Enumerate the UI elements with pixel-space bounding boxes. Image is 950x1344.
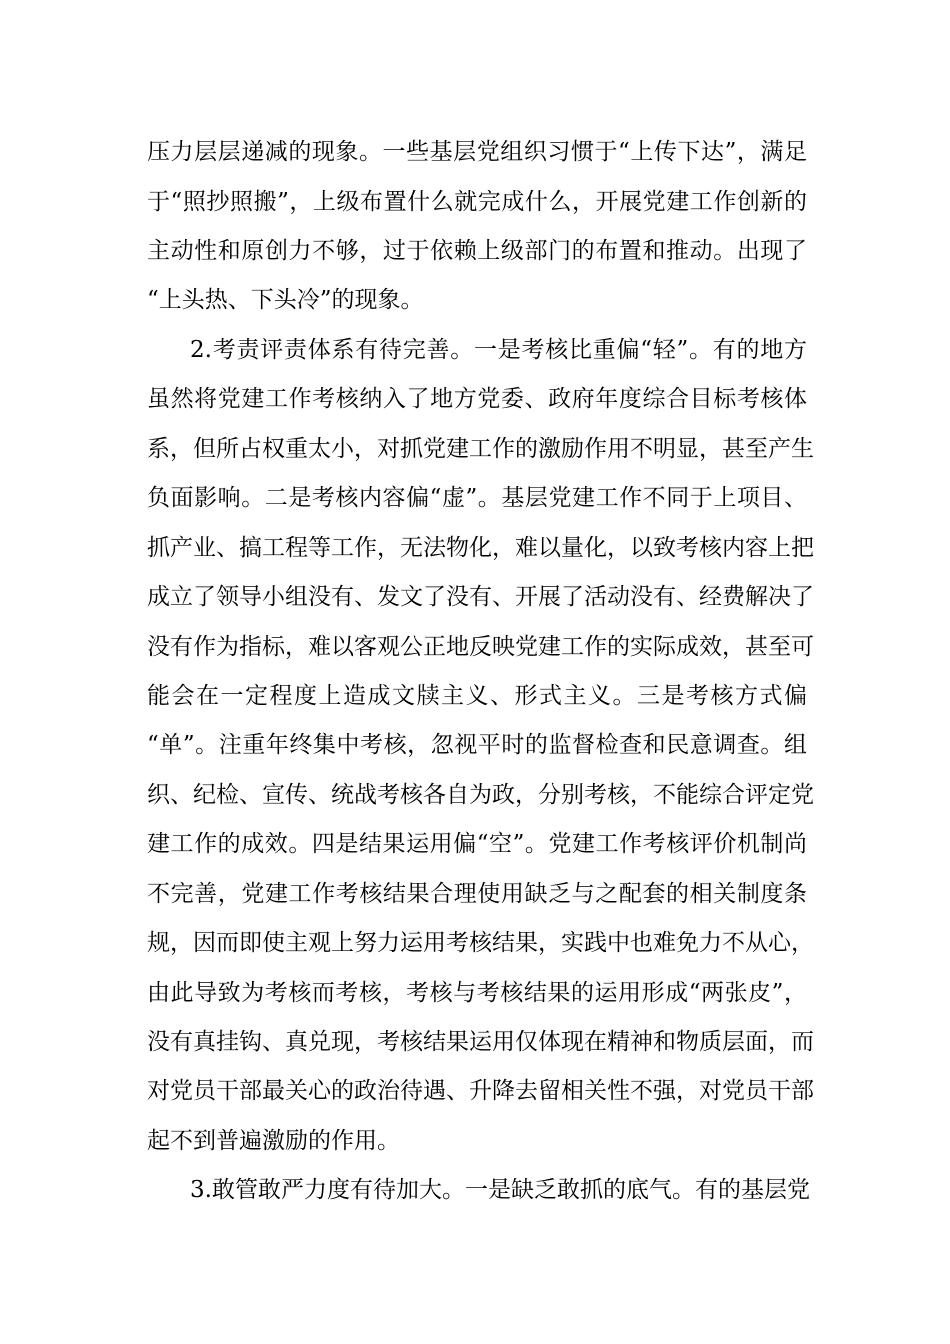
- text-line: 由此导致为考核而考核，考核与考核结果的运用形成“两张皮”，: [147, 980, 807, 1006]
- text-line: 建工作的成效。四是结果运用偏“空”。党建工作考核评价机制尚: [147, 831, 807, 857]
- text-line: 成立了领导小组没有、发文了没有、开展了活动没有、经费解决了: [147, 584, 814, 610]
- text-line: 抓产业、搞工程等工作，无法物化，难以量化，以致考核内容上把: [147, 535, 814, 561]
- paragraph-heading-3: 3.敢管敢严力度有待加大。一是缺乏敢抓的底气。有的基层党: [190, 1177, 810, 1203]
- text-line: “上头热、下头冷”的现象。: [147, 287, 424, 313]
- paragraph-heading-2: 2.考责评责体系有待完善。一是考核比重偏“轻”。有的地方: [190, 337, 807, 363]
- text-line: 系，但所占权重太小，对抓党建工作的激励作用不明显，甚至产生: [147, 436, 814, 462]
- text-line: 于“照抄照搬”，上级布置什么就完成什么，开展党建工作创新的: [147, 189, 807, 215]
- text-line: 能会在一定程度上造成文牍主义、形式主义。三是考核方式偏: [147, 683, 807, 709]
- text-line: 对党员干部最关心的政治待遇、升降去留相关性不强，对党员干部: [147, 1078, 814, 1104]
- text-line: “单”。注重年终集中考核，忽视平时的监督检查和民意调查。组: [147, 732, 807, 758]
- text-line: 起不到普遍激励的作用。: [147, 1128, 400, 1154]
- text-line: 负面影响。二是考核内容偏“虚”。基层党建工作不同于上项目、: [147, 485, 807, 511]
- text-line: 没有作为指标，难以客观公正地反映党建工作的实际成效，甚至可: [147, 634, 814, 660]
- text-line: 虽然将党建工作考核纳入了地方党委、政府年度综合目标考核体: [147, 386, 807, 412]
- text-line: 规，因而即使主观上努力运用考核结果，实践中也难免力不从心，: [147, 930, 814, 956]
- text-line: 不完善，党建工作考核结果合理使用缺乏与之配套的相关制度条: [147, 881, 807, 907]
- text-line: 没有真挂钩、真兑现，考核结果运用仅体现在精神和物质层面，而: [147, 1029, 814, 1055]
- text-line: 压力层层递减的现象。一些基层党组织习惯于“上传下达”，满足: [147, 139, 807, 165]
- text-line: 织、纪检、宣传、统战考核各自为政，分别考核，不能综合评定党: [147, 782, 814, 808]
- text-line: 主动性和原创力不够，过于依赖上级部门的布置和推动。出现了: [147, 238, 807, 264]
